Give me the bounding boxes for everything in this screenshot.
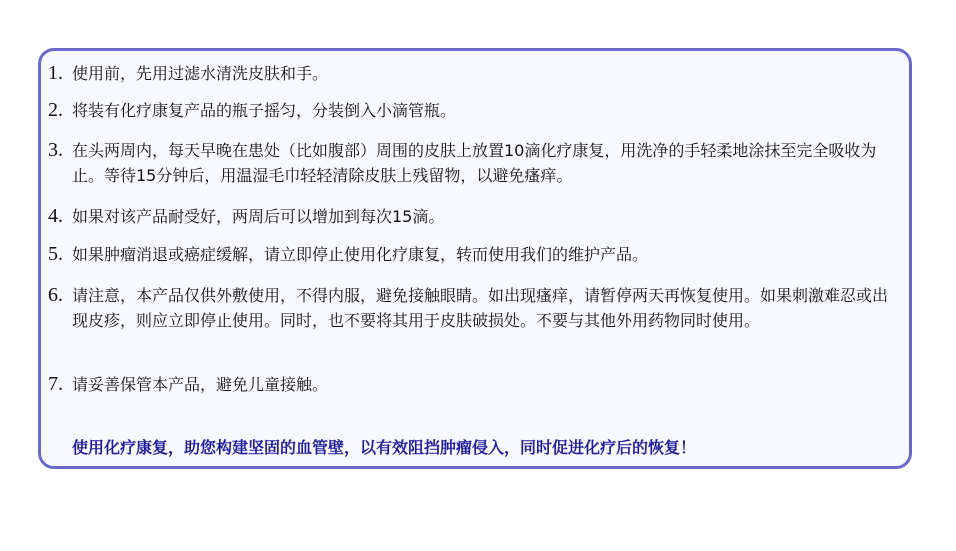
item-text: 在头两周内，每天早晚在患处（比如腹部）周围的皮肤上放置10滴化疗康复，用洗净的手轻柔地涂抹至完全吸收为止。等待15分钟后，用温湿毛巾轻轻清除皮肤上残留物，以避免瘙痒。	[72, 141, 877, 185]
list-item	[48, 204, 901, 229]
list-item	[48, 138, 901, 188]
item-number: 1.	[48, 62, 63, 84]
footer-slogan: 使用化疗康复，助您构建坚固的血管壁，以有效阻挡肿瘤侵入，同时促进化疗后的恢复！	[72, 438, 697, 457]
list-item	[48, 283, 901, 333]
item-text: 如果肿瘤消退或癌症缓解，请立即停止使用化疗康复，转而使用我们的维护产品。	[72, 245, 649, 264]
item-text: 如果对该产品耐受好，两周后可以增加到每次15滴。	[72, 207, 445, 226]
item-number: 3.	[48, 139, 63, 161]
list-item	[48, 242, 901, 267]
list-item	[48, 98, 901, 123]
item-number: 5.	[48, 243, 63, 265]
item-text: 请妥善保管本产品，避免儿童接触。	[72, 375, 329, 394]
item-number: 4.	[48, 205, 63, 227]
item-number: 6.	[48, 284, 63, 306]
item-text: 将装有化疗康复产品的瓶子摇匀，分装倒入小滴管瓶。	[72, 101, 457, 120]
list-item	[48, 61, 901, 86]
item-text: 请注意，本产品仅供外敷使用，不得内服，避免接触眼睛。如出现瘙痒，请暂停两天再恢复使用。如果刺激难忍或出现皮疹，则应立即停止使用。同时，也不要将其用于皮肤破损处。不要与其他外用药物同时使用。	[72, 286, 889, 330]
item-number: 2.	[48, 99, 63, 121]
item-number: 7.	[48, 373, 63, 395]
instructions-panel	[38, 48, 912, 469]
list-item	[48, 372, 901, 397]
item-text: 使用前，先用过滤水清洗皮肤和手。	[72, 64, 329, 83]
